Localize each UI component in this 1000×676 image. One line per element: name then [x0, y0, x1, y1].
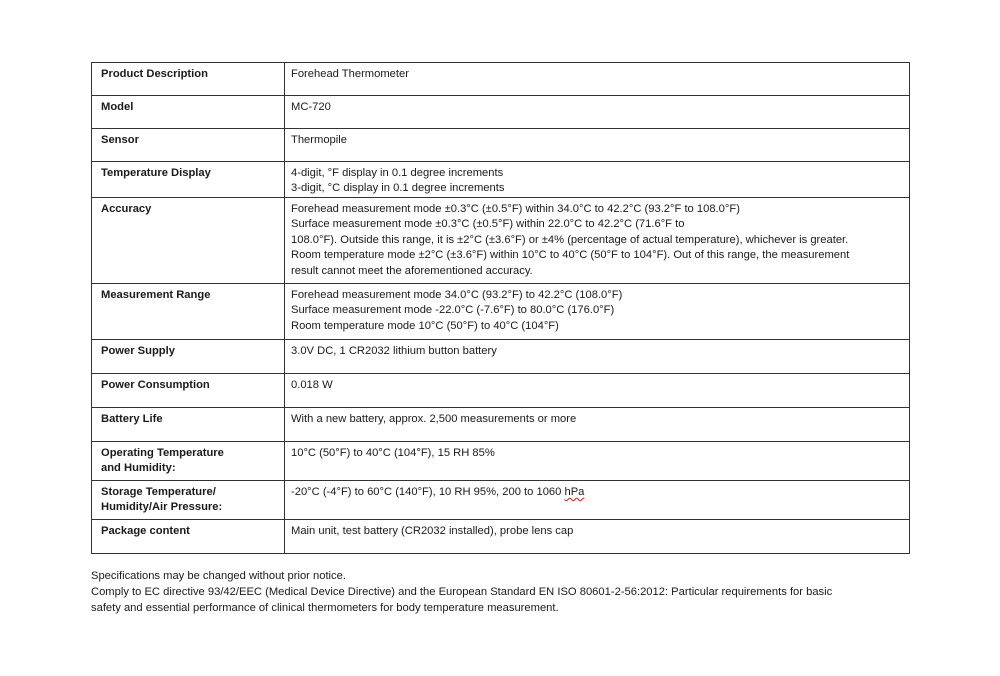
value-line: 0.018 W [291, 379, 333, 391]
row-label: Product Description [92, 63, 285, 96]
row-value [285, 340, 910, 374]
value-line: 4-digit, °F display in 0.1 degree increments [291, 167, 504, 179]
value-line: Room temperature mode ±2°C (±3.6°F) within 10°C to 40°C (50°F to 104°F). Out of this range, the measurement [291, 249, 850, 262]
value-line: 10°C (50°F) to 40°C (104°F), 15 RH 85% [291, 447, 495, 459]
footnote-line: safety and essential performance of clinical thermometers for body temperature measurement. [91, 602, 559, 614]
footnote-line: Comply to EC directive 93/42/EEC (Medical Device Directive) and the European Standard EN ISO 80601-2-56:2012: Particular requirements for basic [91, 586, 833, 598]
table-row [92, 63, 910, 96]
value-line: 108.0°F). Outside this range, it is ±2°C (±3.6°F) or ±4% (percentage of actual temperature), whichever is greater. [291, 233, 849, 246]
table-row [92, 284, 910, 340]
row-value [285, 63, 910, 96]
label-line: and Humidity: [101, 462, 176, 475]
row-label: Accuracy [92, 198, 285, 284]
row-label: Model [92, 96, 285, 129]
label-line: Storage Temperature/ [101, 486, 216, 498]
spellcheck-flagged-word: hPa [564, 486, 585, 498]
row-value [285, 481, 910, 520]
value-line: 3-digit, °C display in 0.1 degree increments [291, 182, 505, 195]
row-label [92, 481, 285, 520]
table-row [92, 442, 910, 481]
row-label: Battery Life [92, 408, 285, 442]
row-label: Temperature Display [92, 162, 285, 198]
value-line: Surface measurement mode -22.0°C (-7.6°F) to 80.0°C (176.0°F) [291, 304, 615, 317]
value-line: Forehead measurement mode 34.0°C (93.2°F) to 42.2°C (108.0°F) [291, 289, 623, 301]
table-row [92, 374, 910, 408]
value-line: 3.0V DC, 1 CR2032 lithium button battery [291, 345, 497, 357]
value-line: Room temperature mode 10°C (50°F) to 40°C (104°F) [291, 319, 559, 332]
table-row [92, 162, 910, 198]
table-row [92, 520, 910, 554]
row-label: Sensor [92, 129, 285, 162]
value-line: Surface measurement mode ±0.3°C (±0.5°F) within 22.0°C to 42.2°C (71.6°F to [291, 218, 685, 231]
value-line: With a new battery, approx. 2,500 measurements or more [291, 413, 577, 425]
row-label: Measurement Range [92, 284, 285, 340]
row-label: Power Consumption [92, 374, 285, 408]
value-line: Forehead measurement mode ±0.3°C (±0.5°F) within 34.0°C to 42.2°C (93.2°F to 108.0°F) [291, 203, 740, 215]
row-value [285, 129, 910, 162]
row-value [285, 96, 910, 129]
row-value [285, 520, 910, 554]
table-row [92, 198, 910, 284]
label-line: Humidity/Air Pressure: [101, 501, 223, 514]
row-value [285, 408, 910, 442]
value-line: Thermopile [291, 134, 347, 146]
value-line: MC-720 [291, 101, 331, 113]
footnotes [91, 568, 941, 616]
row-value [285, 198, 910, 284]
table-row [92, 96, 910, 129]
table-row [92, 408, 910, 442]
table-row [92, 340, 910, 374]
row-value [285, 442, 910, 481]
table-row [92, 481, 910, 520]
footnote-line: Specifications may be changed without prior notice. [91, 570, 346, 582]
row-value [285, 374, 910, 408]
label-line: Operating Temperature [101, 447, 224, 459]
value-line: Forehead Thermometer [291, 68, 409, 80]
row-label: Package content [92, 520, 285, 554]
row-label [92, 442, 285, 481]
row-label: Power Supply [92, 340, 285, 374]
value-text: -20°C (-4°F) to 60°C (140°F), 10 RH 95%, 200 to 1060 [291, 486, 565, 498]
specification-table [91, 62, 910, 554]
row-value [285, 284, 910, 340]
value-line: Main unit, test battery (CR2032 installed), probe lens cap [291, 525, 574, 537]
value-line: result cannot meet the aforementioned accuracy. [291, 264, 533, 277]
value-line [291, 485, 901, 500]
row-value [285, 162, 910, 198]
table-row [92, 129, 910, 162]
